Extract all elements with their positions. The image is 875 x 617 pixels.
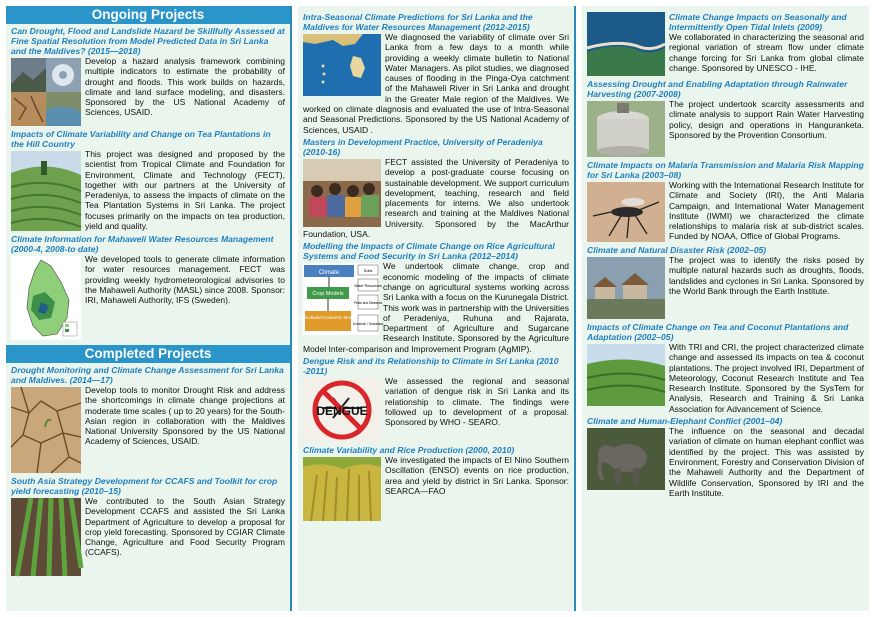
project-title: Can Drought, Flood and Landslide Hazard be Skillfully Assessed at Fine Spatial Resolution from Model Predicted Data in Sri Lanka and the Maldives? (2015—2018) <box>11 26 285 56</box>
project-description: The project undertook scarcity assessments and climate analysis to support Rain Water Harvesting policy, design and operations in Hanguranketa. Sponsored by the Provention Consortium. <box>669 99 864 140</box>
dengue-warning-image <box>303 378 381 442</box>
project-mahaweli-water <box>11 234 285 341</box>
crop-rows-image <box>11 498 81 576</box>
project-description: FECT assisted the University of Peradeniya to develop a post-graduate course focusing on sustainable development. We support curriculum development, teaching, research and field placements for interns. We also undertook research and training at the Maldives National University. Sponsored by the MacArthur Foundation, USA. <box>303 156 569 240</box>
project-title: Dengue Risk and its Relationship to Climate in Sri Lanka (2010 -2011) <box>303 356 559 377</box>
project-description: We diagnosed the variability of climate over Sri Lanka from a few days to a month while providing a weekly climate bulletin to National Water Managers. As pilot studies, we diagnosed causes of flooding in the Pinga-Oya catchment of the Mahaweli River in Sri Lanka and drought in the Greater Male region of the Maldives. We worked on climate diagnosis and evaluated the use of Intra-Seasonal and Seasonal Predictions. Sponsored by the US National Academy of Sciences, USAID . <box>303 32 569 135</box>
elephant-image <box>587 428 665 490</box>
project-title: South Asia Strategy Development for CCAFS and Toolkit for crop yield forecasting (2010–15) <box>11 476 278 496</box>
project-title: Climate and Human-Elephant Conflict (2001–04) <box>587 416 783 427</box>
project-rice-production <box>303 445 569 522</box>
project-rainwater-harvesting <box>587 79 864 158</box>
project-title: Climate Variability and Rice Production (2000, 2010) <box>303 445 515 456</box>
project-description: We assessed the regional and seasonal variation of dengue risk in Sri Lanka and its relationship to climate. The findings were followed up to development of a proposal. Sponsored by WHO - SEARO. <box>385 376 569 428</box>
project-title: Impacts of Climate Change on Tea and Coconut Plantations and Adaptation (2002–05) <box>587 322 849 342</box>
project-title: Climate and Natural Disaster Risk (2002–05) <box>587 245 767 255</box>
project-malaria <box>587 160 864 243</box>
project-title: Climate Impacts on Malaria Transmission and Malaria Risk Mapping for Sri Lanka (2003–08) <box>587 160 864 180</box>
project-description: We contributed to the South Asian Strategy Development CCAFS and assisted the Sri Lanka Department of Agriculture to develop a proposal for crop yield forecasting. Sponsored by CGIAR Climate Change, Agriculture and Food Security Program (CCAFS). <box>85 496 285 558</box>
dengue-word: DENGUE <box>316 404 368 419</box>
project-title: Modelling the Impacts of Climate Change on Rice Agricultural Systems and Food Security in Sri Lanka (2012–2014) <box>303 241 555 262</box>
project-drought-monitoring <box>11 365 285 474</box>
project-tea-coconut <box>587 322 864 414</box>
project-description: The project was to identify the risks posed by multiple natural hazards such as droughts, floods, landslides and cyclones in Sri Lanka. Sponsored by the World Bank through the Earth Institute. <box>669 255 864 296</box>
project-title: Drought Monitoring and Climate Change Assessment for Sri Lanka and Maldives. (2014—17) <box>11 365 284 385</box>
project-title: Impacts of Climate Variability and Change on Tea Plantations in the Hill Country <box>11 129 271 149</box>
project-masters-development <box>303 137 569 239</box>
project-title: Assessing Drought and Enabling Adaptation through Rainwater Harvesting (2007-2008) <box>587 79 848 99</box>
rice-field-image <box>303 457 381 521</box>
project-human-elephant <box>587 416 864 498</box>
diagram-water-label: Water Resources <box>354 284 382 289</box>
modeling-framework-diagram <box>297 263 384 335</box>
diagram-crop-label: Crop Models <box>312 291 344 298</box>
column-right <box>582 6 869 611</box>
project-description: The influence on the seasonal and decadal variation of climate on human elephant conflict was identified by the project. This was assisted by Environment, Forestry and Conservation Division of the Mahaweli Authority and the Department of Wildlife Conservation, Sponsored by IRI and the Earth Institute. <box>669 426 864 498</box>
project-title: Climate Information for Mahaweli Water Resources Management (2000-4, 2008-to date) <box>11 234 274 254</box>
completed-projects-banner: Completed Projects <box>6 345 290 363</box>
project-description: Develop a hazard analysis framework combining multiple indicators to estimate the probability of drought and floods. This work builds on hazards, climate and land surface modeling, and disasters. Sponsored by the US National Academy of Sciences, USAID. <box>85 56 285 118</box>
project-description: Develop tools to monitor Drought Risk and address the shortcomings in climate change projections at moderate time scales ( up to 20 years) for the South-Asian region in collaboration with the Maldives National University Sponsored by the US National Academy of Sciences, USAID. <box>85 385 285 447</box>
mosquito-image <box>587 182 665 242</box>
diagram-econ-label: Agricultural Economic Models <box>297 315 359 321</box>
ongoing-projects-banner: Ongoing Projects <box>6 6 290 24</box>
diagram-soils-label: Soils <box>363 268 373 274</box>
flood-houses-image <box>587 257 665 319</box>
project-dengue-risk <box>303 356 569 443</box>
project-hazard-assessment <box>11 26 285 127</box>
classroom-photo <box>303 159 381 227</box>
project-title: Masters in Development Practice, University of Peradeniya (2010-16) <box>303 136 543 157</box>
tea-plantation-image <box>11 151 81 231</box>
tidal-inlet-aerial-image <box>587 12 665 76</box>
project-rice-agricultural-systems <box>297 241 569 354</box>
hazard-collage-image <box>11 58 81 126</box>
plantation-image <box>587 344 665 406</box>
project-description: Working with the International Research Institute for Climate and Society (IRI), the Anti Malaria Campaign, and International Water Management Institute (IWMI) we characterized the climate relationships to malaria risk at sub-district scales. Funded by NOAA, Office of Global Programs. <box>669 180 864 242</box>
diagram-climate-label: Climate <box>318 270 340 277</box>
project-description: With TRI and CRI, the project characterized climate change and assessed its impacts on tea & coconut plantations. The project involved IRI, Department of Meteorology, Coconut Research Institute and Tea Research Institute. Sponsored by the SysTem for Analysis, Research and Training & Sri Lanka Association for Advancement of Science. <box>669 342 864 414</box>
project-intra-seasonal <box>303 12 569 135</box>
project-description: We collaborated in characterizing the seasonal and regional variation of stream flow under climate change forcing for Sri Lanka from global climate change. Sponsored by UNESCO - IHE. <box>669 32 864 73</box>
project-description: This project was designed and proposed by the scientist from Tropical Climate and Foundation for Environment, Climate and Technology (FECT), together with our partners at the University of Peradeniya, to assess the impacts of climate on the Tea Plantation Systems in Sri Lanka. The project focuses primarily on the impacts on tea production, yield and quality. <box>85 149 285 232</box>
project-description: We developed tools to generate climate information for water resources management. FECT was providing weekly hydrometeorological advisories to the Mahaweli Authority (MASL) since 2008. Sponsor: IRI, Mahaweli Authority, IFS (Sweden). <box>85 254 285 306</box>
indian-ocean-map-image <box>303 34 381 96</box>
diagram-pests-label: Pests and Diseases <box>353 301 383 306</box>
project-natural-disaster <box>587 245 864 320</box>
dry-cracked-soil-image <box>11 387 81 473</box>
column-left <box>6 6 292 611</box>
sri-lanka-rainfall-map <box>11 256 81 340</box>
project-south-asia-strategy <box>11 476 285 577</box>
diagram-livestock-label: Livestock / Grassland <box>352 322 384 327</box>
project-description: We undertook climate change, crop and economic modeling of the impacts of climate change on agricultural systems working across Sri Lanka with a focus on the Kurunegala District. This work was in partnership with the Universities of Peradeniya, Ruhuna and Rajarata, Department of Agriculture and Sugarcane Research Institute. Sponsored by the Agriculture Model Inter-comparison and Improvement Program (AgMIP). <box>303 261 569 354</box>
rainwater-tank-image <box>587 101 665 157</box>
project-title: Intra-Seasonal Climate Predictions for Sri Lanka and the Maldives for Water Resources Management (2012-2015) <box>303 12 533 32</box>
project-title: Climate Change Impacts on Seasonally and Intermittently Open Tidal Inlets (2009) <box>669 12 847 32</box>
project-description: We investigated the impacts of El Nino Southern Oscillation (ENSO) events on rice production, area and yield by district in Sri Lanka. Sponsor: SEARCA—FAO <box>385 455 569 496</box>
project-tidal-inlets <box>587 12 864 77</box>
project-tea-hill-country <box>11 129 285 232</box>
column-middle <box>298 6 576 611</box>
